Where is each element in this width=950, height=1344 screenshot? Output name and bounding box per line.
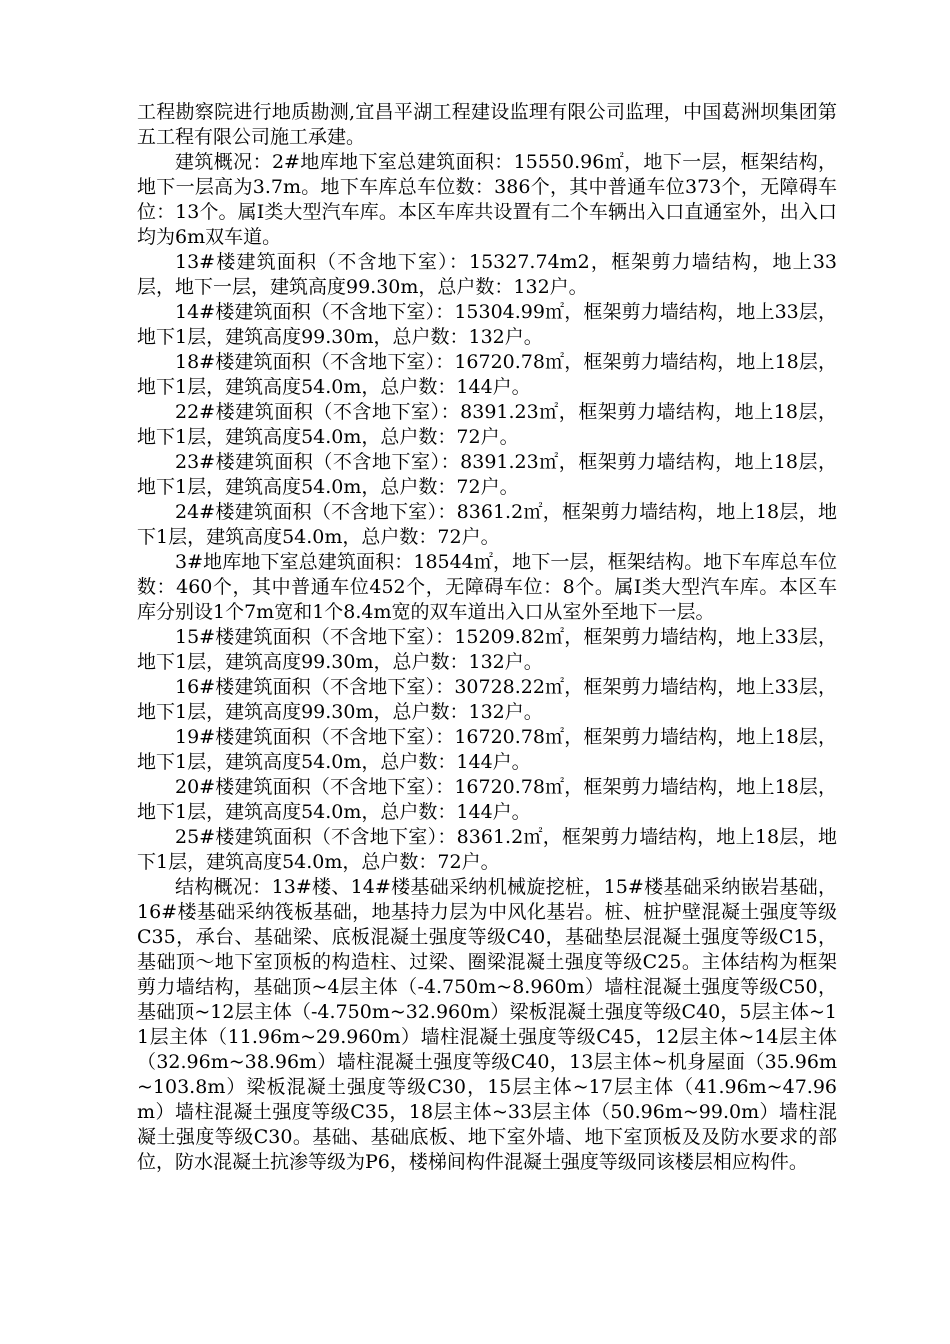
paragraph-building-22: 22#楼建筑面积（不含地下室）：8391.23㎡，框架剪力墙结构，地上18层，地下1层，建筑高度54.0m，总户数：72户。	[137, 401, 837, 448]
paragraph-building-25: 25#楼建筑面积（不含地下室）：8361.2㎡，框架剪力墙结构，地上18层，地下1层，建筑高度54.0m，总户数：72户。	[137, 826, 837, 873]
paragraph-building-13: 13#楼建筑面积（不含地下室）：15327.74m2，框架剪力墙结构，地上33层，地下一层，建筑高度99.30m，总户数：132户。	[137, 251, 837, 298]
paragraph-building-19: 19#楼建筑面积（不含地下室）：16720.78㎡，框架剪力墙结构，地上18层，地下1层，建筑高度54.0m，总户数：144户。	[137, 726, 837, 773]
paragraph-building-16: 16#楼建筑面积（不含地下室）：30728.22㎡，框架剪力墙结构，地上33层，地下1层，建筑高度99.30m，总户数：132户。	[137, 676, 837, 723]
document-page	[137, 100, 837, 1175]
paragraph-intro: 工程勘察院进行地质勘测,宜昌平湖工程建设监理有限公司监理，中国葛洲坝集团第五工程有限公司施工承建。	[137, 101, 837, 148]
paragraph-building-23: 23#楼建筑面积（不含地下室）：8391.23㎡，框架剪力墙结构，地上18层，地下1层，建筑高度54.0m，总户数：72户。	[137, 451, 837, 498]
paragraph-garage-3: 3#地库地下室总建筑面积：18544㎡，地下一层，框架结构。地下车库总车位数：460个，其中普通车位452个，无障碍车位：8个。属Ⅰ类大型汽车库。本区车库分别设1个7m宽和1个8.4m宽的双车道出入口从室外至地下一层。	[137, 551, 837, 623]
paragraph-building-14: 14#楼建筑面积（不含地下室）：15304.99㎡，框架剪力墙结构，地上33层，地下1层，建筑高度99.30m，总户数：132户。	[137, 301, 837, 348]
paragraph-structure-overview: 结构概况：13#楼、14#楼基础采纳机械旋挖桩，15#楼基础采纳嵌岩基础，16#楼基础采纳筏板基础，地基持力层为中风化基岩。桩、桩护壁混凝土强度等级C35，承台、基础梁、底板混凝土强度等级C40，基础垫层混凝土强度等级C15，基础顶～地下室顶板的构造柱、过梁、圈梁混凝土强度等级C25。主体结构为框架剪力墙结构，基础顶~4层主体（-4.750m~8.960m）墙柱混凝土强度等级C50，基础顶~12层主体（-4.750m~32.960m）梁板混凝土强度等级C40，5层主体~11层主体（11.96m~29.960m）墙柱混凝土强度等级C45，12层主体~14层主体（32.96m~38.96m）墙柱混凝土强度等级C40，13层主体~机身屋面（35.96m~103.8m）梁板混凝土强度等级C30，15层主体~17层主体（41.96m~47.96m）墙柱混凝土强度等级C35，18层主体~33层主体（50.96m~99.0m）墙柱混凝土强度等级C30。基础、基础底板、地下室外墙、地下室顶板及及防水要求的部位，防水混凝土抗渗等级为P6，楼梯间构件混凝土强度等级同该楼层相应构件。	[137, 876, 837, 1173]
paragraph-building-24: 24#楼建筑面积（不含地下室）：8361.2㎡，框架剪力墙结构，地上18层，地下1层，建筑高度54.0m，总户数：72户。	[137, 501, 837, 548]
paragraph-building-20: 20#楼建筑面积（不含地下室）：16720.78㎡，框架剪力墙结构，地上18层，地下1层，建筑高度54.0m，总户数：144户。	[137, 776, 837, 823]
paragraph-building-15: 15#楼建筑面积（不含地下室）：15209.82㎡，框架剪力墙结构，地上33层，地下1层，建筑高度99.30m，总户数：132户。	[137, 626, 837, 673]
paragraph-building-overview: 建筑概况：2#地库地下室总建筑面积：15550.96㎡，地下一层，框架结构，地下一层高为3.7m。地下车库总车位数：386个，其中普通车位373个，无障碍车位：13个。属Ⅰ类大型汽车库。本区车库共设置有二个车辆出入口直通室外，出入口均为6m双车道。	[137, 151, 837, 248]
paragraph-building-18: 18#楼建筑面积（不含地下室）：16720.78㎡，框架剪力墙结构，地上18层，地下1层，建筑高度54.0m，总户数：144户。	[137, 351, 837, 398]
